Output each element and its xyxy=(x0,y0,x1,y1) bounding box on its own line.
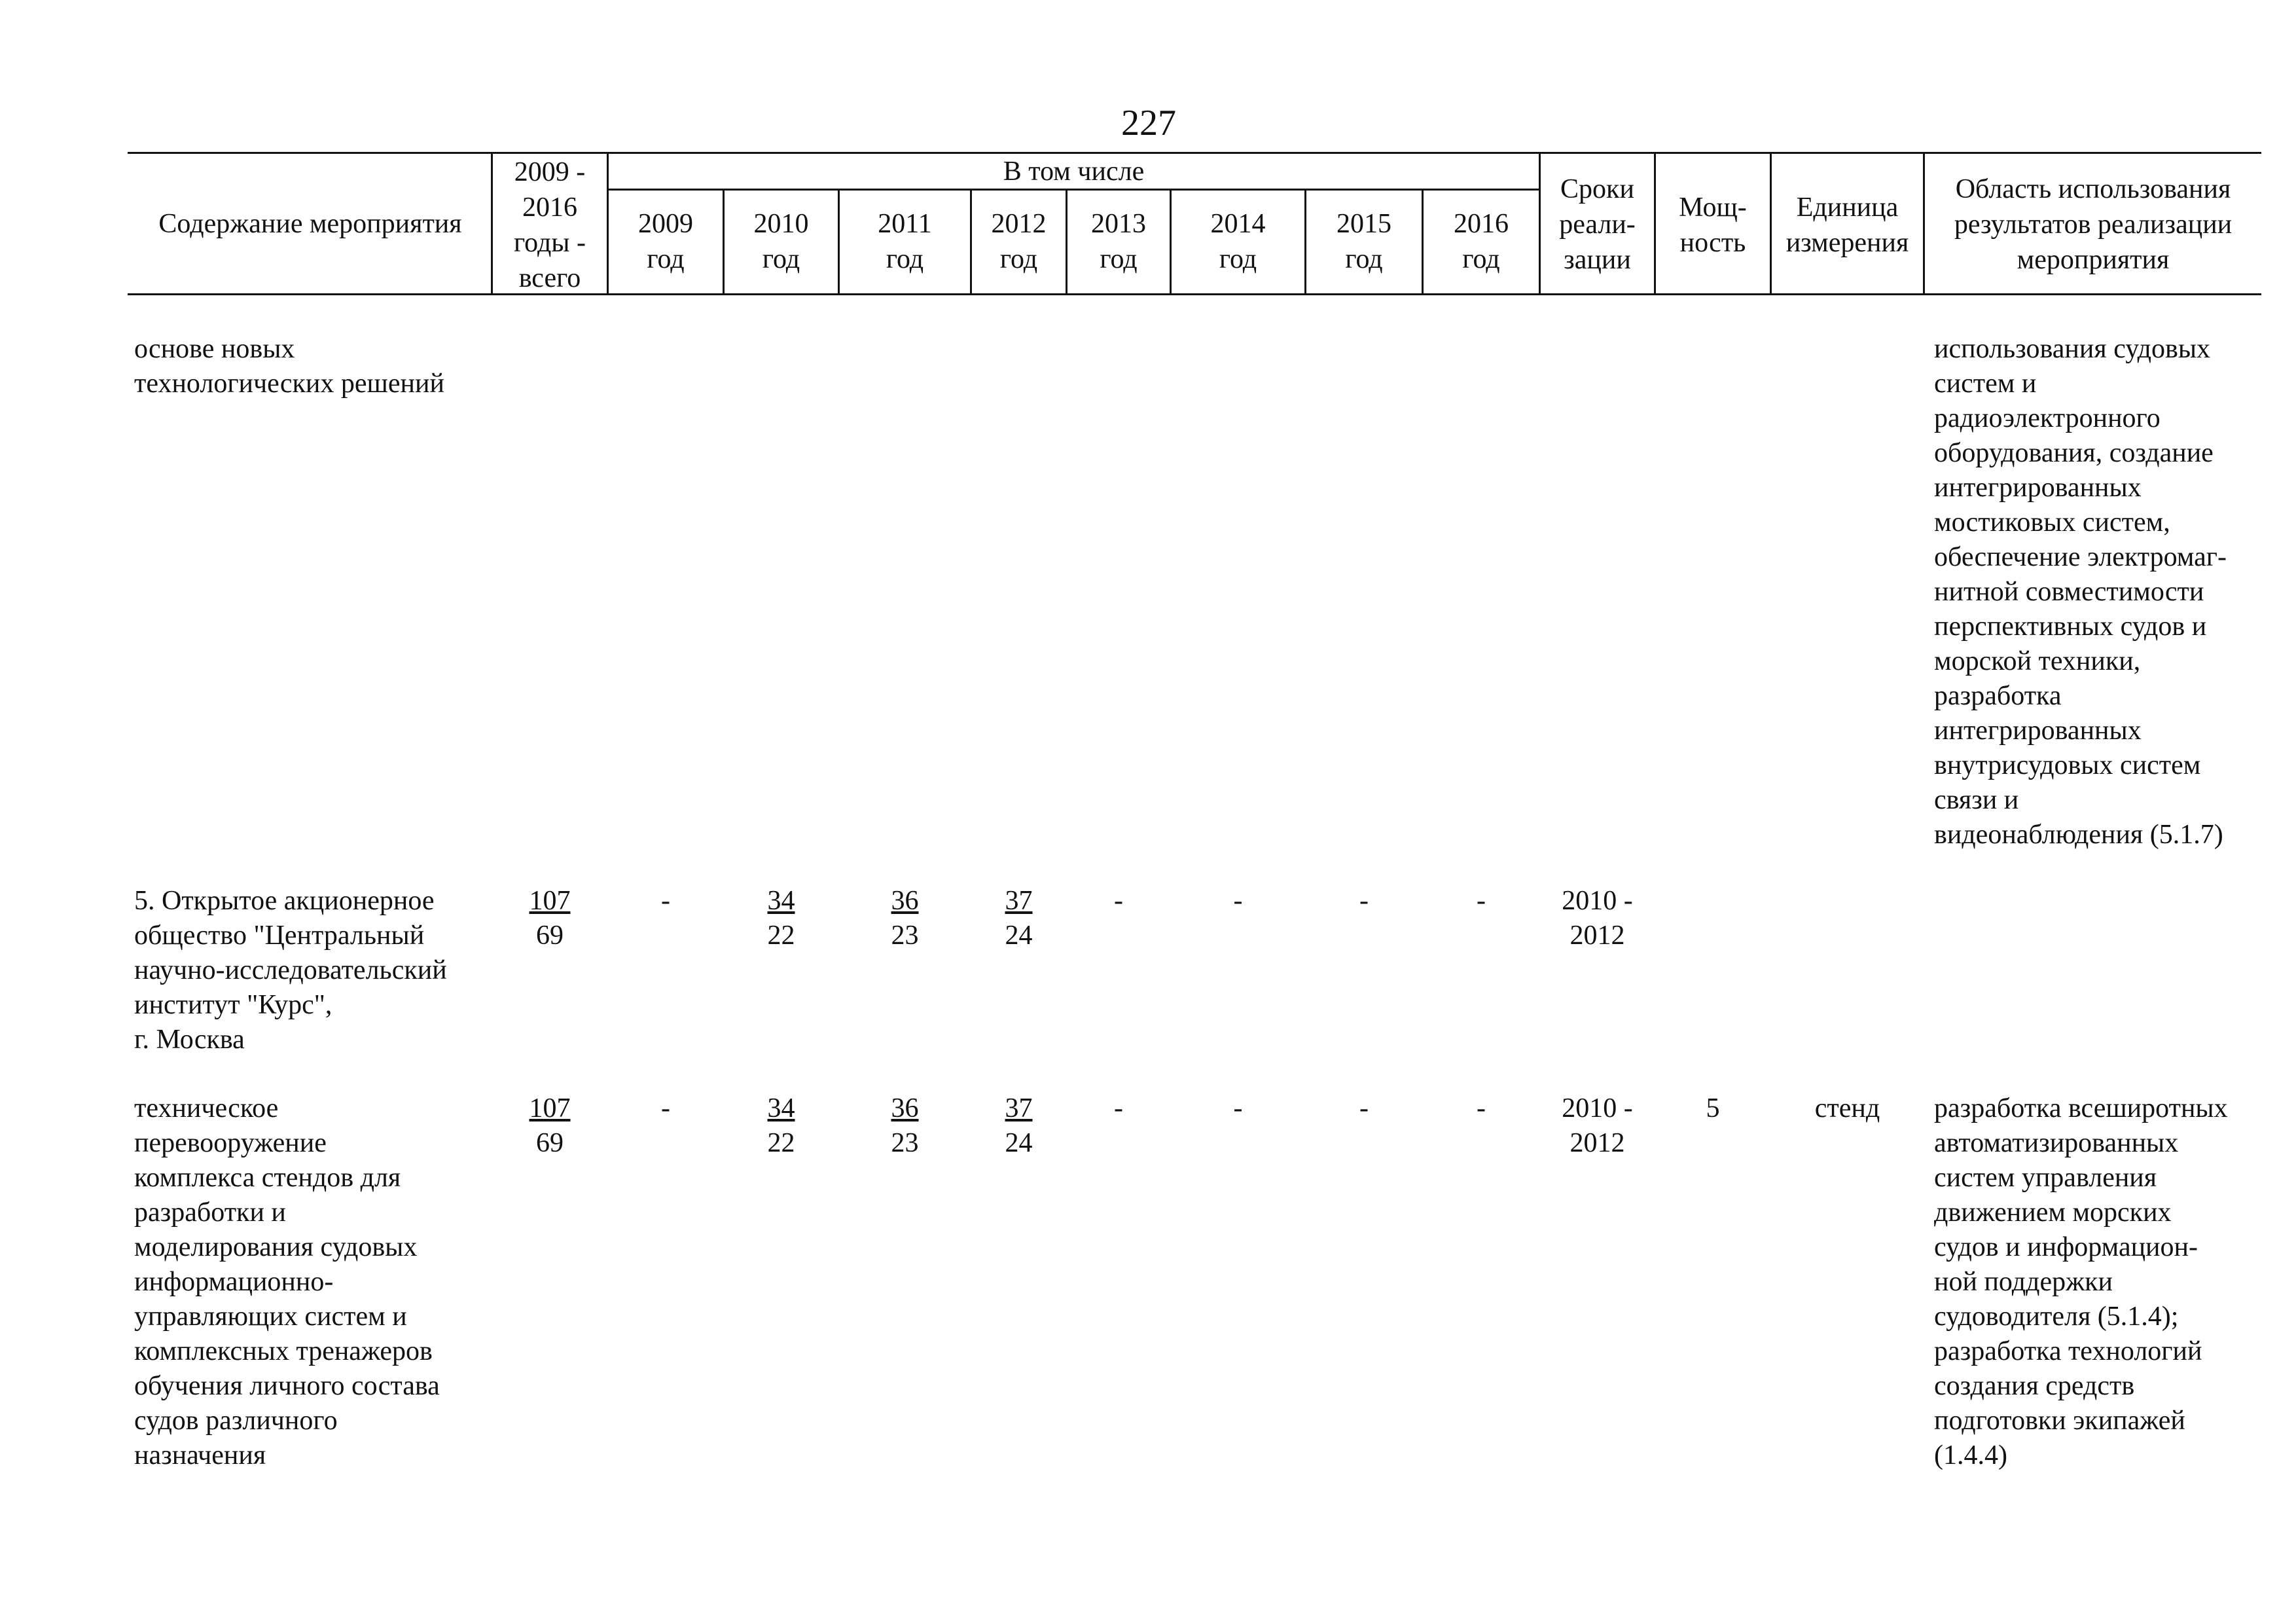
header-year-2010: 2010 год xyxy=(753,209,809,274)
header-content: Содержание мероприятия xyxy=(158,209,462,239)
header-year-2015: 2015 год xyxy=(1336,209,1391,274)
header-area: Область использования результатов реализации мероприятия xyxy=(1954,174,2233,275)
header-year-2012: 2012 год xyxy=(991,209,1047,274)
row-y2010-bottom: 22 xyxy=(767,1128,795,1158)
header-bottom-border xyxy=(128,293,2261,295)
row-y2010-bottom: 22 xyxy=(767,921,795,951)
row-y2009: - xyxy=(661,1093,670,1123)
header-year-2014: 2014 год xyxy=(1210,209,1266,274)
row-total-top: 107 xyxy=(529,1093,571,1123)
row-y2016: - xyxy=(1477,1093,1486,1123)
header-including: В том числе xyxy=(1003,156,1145,187)
row-y2013: - xyxy=(1114,886,1123,916)
row-y2011-top: 36 xyxy=(891,886,919,916)
row-unit: стенд xyxy=(1814,1093,1880,1123)
row-content: техническое перевооружение комплекса стендов для разработки и моделирования судовых информационно- управляющих систем и комплексных тренажеров обучения личного состава судов различного назначения xyxy=(134,1093,440,1470)
header-unit: Единица измерения xyxy=(1785,192,1909,258)
row-y2012-top: 37 xyxy=(1005,1093,1033,1123)
row-y2013: - xyxy=(1114,1093,1123,1123)
header-capacity: Мощ- ность xyxy=(1679,192,1747,258)
row-y2012-top: 37 xyxy=(1005,886,1033,916)
row-y2012-bottom: 24 xyxy=(1005,1128,1033,1158)
row-area: разработка всеширотных автоматизированных систем управления движением морских судов и информацион- ной поддержки судоводителя (5.1.4); разработка технологий создания средств подготовки экипажей (1.4.4) xyxy=(1934,1093,2228,1470)
row-y2009: - xyxy=(661,886,670,916)
row-total-bottom: 69 xyxy=(536,1128,564,1158)
header-year-2011: 2011 год xyxy=(878,209,932,274)
row-y2010-top: 34 xyxy=(767,886,795,916)
row-y2015: - xyxy=(1359,1093,1369,1123)
row-total-bottom: 69 xyxy=(536,921,564,951)
row-content: 5. Открытое акционерное общество "Центральный научно-исследовательский институт "Курс", г. Москва xyxy=(134,886,447,1055)
row-y2011-bottom: 23 xyxy=(891,921,919,951)
header-year-2013: 2013 год xyxy=(1091,209,1146,274)
row-y2014: - xyxy=(1233,886,1243,916)
row-content: основе новых технологических решений xyxy=(134,334,444,399)
row-y2016: - xyxy=(1477,886,1486,916)
row-y2010-top: 34 xyxy=(767,1093,795,1123)
header-year-2016: 2016 год xyxy=(1454,209,1509,274)
row-total-top: 107 xyxy=(529,886,571,916)
row-terms: 2010 - 2012 xyxy=(1562,1093,1633,1158)
row-area: использования судовых систем и радиоэлектронного оборудования, создание интегрированных мостиковых систем, обеспечение электромаг- нитной совместимости перспективных судов и морской техники, разработка интегрированных внутрисудовых систем связи и видеонаблюдения (5.1.7) xyxy=(1934,334,2227,850)
row-y2011-top: 36 xyxy=(891,1093,919,1123)
row-y2014: - xyxy=(1233,1093,1243,1123)
row-y2012-bottom: 24 xyxy=(1005,921,1033,951)
row-y2011-bottom: 23 xyxy=(891,1128,919,1158)
page-number: 227 xyxy=(1121,103,1176,143)
header-terms: Сроки реали- зации xyxy=(1559,174,1636,275)
row-y2015: - xyxy=(1359,886,1369,916)
row-terms: 2010 - 2012 xyxy=(1562,886,1633,951)
row-capacity: 5 xyxy=(1706,1093,1720,1123)
header-year-2009: 2009 год xyxy=(638,209,693,274)
header-total: 2009 - 2016 годы - всего xyxy=(513,157,586,293)
